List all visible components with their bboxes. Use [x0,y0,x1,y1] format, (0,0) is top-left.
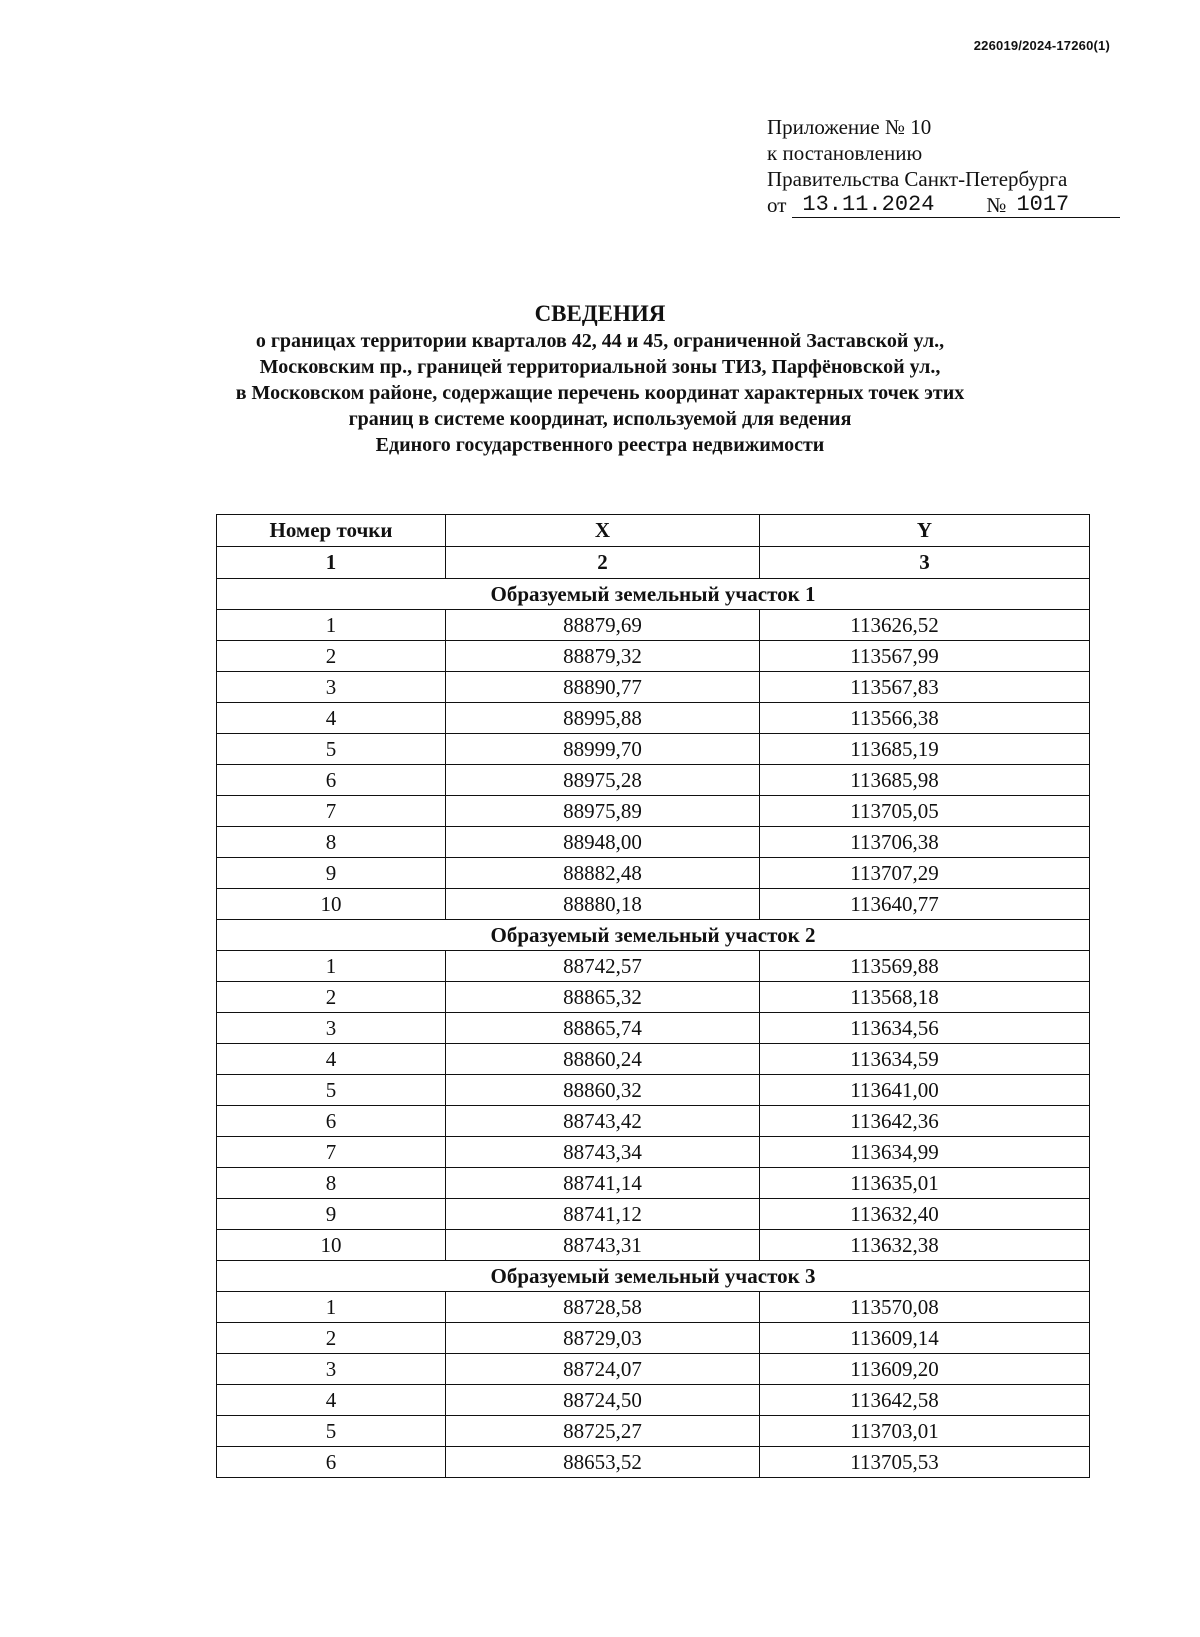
table-row [217,610,1090,641]
table-row [217,951,1090,982]
table-row [217,1354,1090,1385]
y-coordinate-cell: 113705,53 [760,1447,1090,1478]
y-coordinate-cell: 113626,52 [760,610,1090,641]
point-number-cell: 4 [217,703,446,734]
y-coordinate-cell: 113642,58 [760,1385,1090,1416]
header-y: Y [760,515,1090,547]
table-row [217,765,1090,796]
column-number-1: 1 [217,547,446,579]
y-coordinate-cell: 113568,18 [760,982,1090,1013]
x-coordinate-cell: 88860,32 [446,1075,760,1106]
title-line: в Московском районе, содержащие перечень координат характерных точек этих [235,382,965,404]
y-coordinate-cell: 113685,98 [760,765,1090,796]
y-coordinate-cell: 113567,83 [760,672,1090,703]
table-row [217,1292,1090,1323]
table-row [217,1168,1090,1199]
x-coordinate-cell: 88975,28 [446,765,760,796]
x-coordinate-cell: 88865,32 [446,982,760,1013]
x-coordinate-cell: 88743,34 [446,1137,760,1168]
appendix-resolution-label: к постановлению [767,141,923,165]
resolution-date: 13.11.2024 [792,193,986,218]
document-registration-number: 226019/2024-17260(1) [973,38,1110,53]
y-coordinate-cell: 113570,08 [760,1292,1090,1323]
table-row [217,1385,1090,1416]
point-number-cell: 6 [217,765,446,796]
x-coordinate-cell: 88999,70 [446,734,760,765]
point-number-cell: 1 [217,951,446,982]
x-coordinate-cell: 88724,07 [446,1354,760,1385]
appendix-block [767,114,1120,218]
y-coordinate-cell: 113634,59 [760,1044,1090,1075]
point-number-cell: 5 [217,1075,446,1106]
section-title: Образуемый земельный участок 3 [217,1261,1090,1292]
point-number-cell: 8 [217,1168,446,1199]
point-number-cell: 4 [217,1385,446,1416]
point-number-cell: 3 [217,672,446,703]
point-number-cell: 9 [217,858,446,889]
table-row [217,641,1090,672]
y-coordinate-cell: 113566,38 [760,703,1090,734]
section-header-row [217,1261,1090,1292]
x-coordinate-cell: 88742,57 [446,951,760,982]
x-coordinate-cell: 88743,31 [446,1230,760,1261]
table-row [217,827,1090,858]
y-coordinate-cell: 113632,40 [760,1199,1090,1230]
appendix-government-label: Правительства Санкт-Петербурга [767,167,1068,191]
point-number-cell: 1 [217,1292,446,1323]
table-row [217,1075,1090,1106]
y-coordinate-cell: 113569,88 [760,951,1090,982]
y-coordinate-cell: 113706,38 [760,827,1090,858]
point-number-cell: 1 [217,610,446,641]
section-title: Образуемый земельный участок 2 [217,920,1090,951]
x-coordinate-cell: 88890,77 [446,672,760,703]
coordinates-table [216,514,1090,1478]
table-column-numbers-row [217,547,1090,579]
section-title: Образуемый земельный участок 1 [217,579,1090,610]
y-coordinate-cell: 113634,56 [760,1013,1090,1044]
x-coordinate-cell: 88653,52 [446,1447,760,1478]
point-number-cell: 6 [217,1447,446,1478]
point-number-cell: 3 [217,1013,446,1044]
x-coordinate-cell: 88741,12 [446,1199,760,1230]
section-header-row [217,920,1090,951]
table-row [217,796,1090,827]
y-coordinate-cell: 113703,01 [760,1416,1090,1447]
point-number-cell: 7 [217,1137,446,1168]
point-number-cell: 5 [217,1416,446,1447]
header-x: X [446,515,760,547]
table-row [217,1137,1090,1168]
section-header-row [217,579,1090,610]
y-coordinate-cell: 113567,99 [760,641,1090,672]
column-number-3: 3 [760,547,1090,579]
title-line: Единого государственного реестра недвижимости [375,434,825,456]
table-row [217,672,1090,703]
x-coordinate-cell: 88865,74 [446,1013,760,1044]
y-coordinate-cell: 113634,99 [760,1137,1090,1168]
table-row [217,703,1090,734]
x-coordinate-cell: 88880,18 [446,889,760,920]
x-coordinate-cell: 88995,88 [446,703,760,734]
table-row [217,889,1090,920]
y-coordinate-cell: 113640,77 [760,889,1090,920]
point-number-cell: 6 [217,1106,446,1137]
point-number-cell: 2 [217,1323,446,1354]
y-coordinate-cell: 113635,01 [760,1168,1090,1199]
number-label: № [986,193,1007,217]
x-coordinate-cell: 88724,50 [446,1385,760,1416]
x-coordinate-cell: 88879,69 [446,610,760,641]
from-label: от [767,193,787,217]
point-number-cell: 4 [217,1044,446,1075]
x-coordinate-cell: 88741,14 [446,1168,760,1199]
title-line: о границах территории кварталов 42, 44 и 45, ограниченной Заставской ул., [255,330,945,352]
point-number-cell: 2 [217,641,446,672]
point-number-cell: 5 [217,734,446,765]
table-row [217,1447,1090,1478]
table-row [217,1199,1090,1230]
point-number-cell: 8 [217,827,446,858]
table-header-row [217,515,1090,547]
y-coordinate-cell: 113685,19 [760,734,1090,765]
table-row [217,858,1090,889]
table-row [217,1416,1090,1447]
x-coordinate-cell: 88728,58 [446,1292,760,1323]
x-coordinate-cell: 88975,89 [446,796,760,827]
y-coordinate-cell: 113705,05 [760,796,1090,827]
resolution-number: 1017 [1006,193,1120,218]
point-number-cell: 9 [217,1199,446,1230]
table-row [217,1044,1090,1075]
table-row [217,1106,1090,1137]
y-coordinate-cell: 113642,36 [760,1106,1090,1137]
x-coordinate-cell: 88729,03 [446,1323,760,1354]
x-coordinate-cell: 88860,24 [446,1044,760,1075]
table-row [217,982,1090,1013]
y-coordinate-cell: 113632,38 [760,1230,1090,1261]
y-coordinate-cell: 113609,20 [760,1354,1090,1385]
y-coordinate-cell: 113707,29 [760,858,1090,889]
point-number-cell: 10 [217,889,446,920]
appendix-date-line [767,192,1120,218]
column-number-2: 2 [446,547,760,579]
title-line: Московским пр., границей территориальной зоны ТИЗ, Парфёновской ул., [259,356,941,378]
table-row [217,1013,1090,1044]
document-title [150,300,1050,458]
title-line: границ в системе координат, используемой для ведения [348,408,852,430]
header-point-number: Номер точки [217,515,446,547]
point-number-cell: 3 [217,1354,446,1385]
title-heading: СВЕДЕНИЯ [534,301,666,326]
x-coordinate-cell: 88948,00 [446,827,760,858]
x-coordinate-cell: 88725,27 [446,1416,760,1447]
table-row [217,734,1090,765]
y-coordinate-cell: 113609,14 [760,1323,1090,1354]
x-coordinate-cell: 88882,48 [446,858,760,889]
x-coordinate-cell: 88879,32 [446,641,760,672]
x-coordinate-cell: 88743,42 [446,1106,760,1137]
point-number-cell: 7 [217,796,446,827]
y-coordinate-cell: 113641,00 [760,1075,1090,1106]
table-row [217,1323,1090,1354]
point-number-cell: 10 [217,1230,446,1261]
point-number-cell: 2 [217,982,446,1013]
appendix-number: Приложение № 10 [767,115,932,139]
table-row [217,1230,1090,1261]
